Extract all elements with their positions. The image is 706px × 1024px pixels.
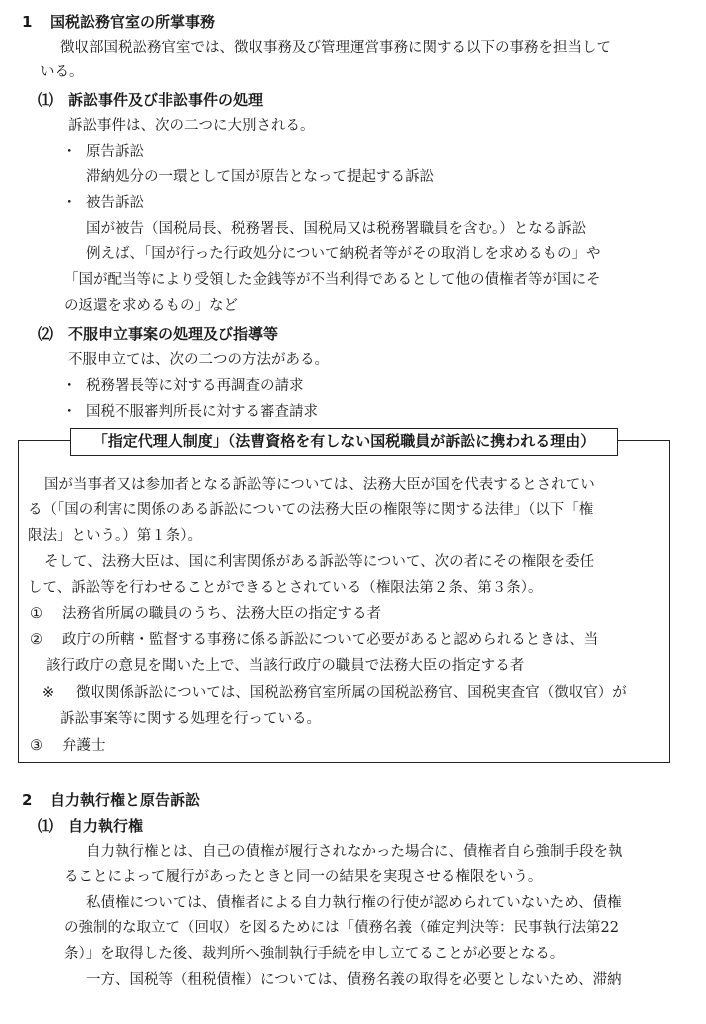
sub2-text: 不服申立ては、次の二つの方法がある。 — [68, 352, 329, 368]
sub1-number: ⑴ — [38, 91, 54, 109]
box-item3-text: 弁護士 — [62, 738, 106, 754]
section2-p3-line1: 一方、国税等（租税債権）については、債務名義の取得を必要としないため、滞納 — [86, 972, 622, 988]
section2-p2-line1: 私債権については、債権者による自力執行権の行使が認められていないため、債権 — [86, 895, 622, 911]
section2-p2-line3: 条）」を取得した後、裁判所へ強制執行手続を申し立てることが必要となる。 — [64, 946, 565, 962]
section2-p1-line1: 自力執行権とは、自己の債権が履行されなかった場合に、債権者自ら強制手段を執 — [86, 844, 623, 860]
box-title: 「指定代理人制度」（法曹資格を有しない国税職員が訴訟に携われる理由） — [70, 428, 618, 456]
sub2-bullet1: 税務署長等に対する再調査の請求 — [86, 378, 304, 394]
bullet-text-defendant-3: 「国が配当等により受領した金銭等が不当利得であるとして他の債権者等が国にそ — [64, 272, 601, 288]
box-p2-line2: して、訴訟等を行わせることができるとされている（権限法第２条、第３条）。 — [28, 580, 543, 596]
section1-title: 国税訟務官室の所掌事務 — [50, 13, 216, 31]
box-note-text-2: 訴訟事案等に関する処理を行っている。 — [60, 711, 321, 727]
box-item2-number: ② — [30, 632, 43, 648]
box-item2-text-1: 政庁の所轄・監督する事務に係る訴訟について必要があると認められるときは、当 — [62, 632, 599, 648]
bullet-mark: ・ — [62, 378, 77, 394]
box-item1-number: ① — [30, 606, 43, 622]
box-p2-line1: そして、法務大臣は、国に利害関係がある訴訟等について、次の者にその権限を委任 — [44, 554, 595, 570]
bullet-text-defendant-4: の返還を求めるもの」など — [64, 298, 238, 314]
sub2-number: ⑵ — [38, 325, 54, 343]
sub2-title: 不服申立事案の処理及び指導等 — [68, 325, 279, 343]
sub1-title: 訴訟事件及び非訟事件の処理 — [68, 91, 264, 109]
box-note-text-1: 徴収関係訴訟については、国税訟務官室所属の国税訟務官、国税実査官（徴収官）が — [76, 685, 627, 701]
section2-p2-line2: の強制的な取立て（回収）を図るためには「債務名義（確定判決等：民事執行法第22 — [64, 920, 619, 936]
box-p1-line1: 国が当事者又は参加者となる訴訟等については、法務大臣が国を代表するとされてい — [44, 477, 595, 493]
section2-number: 2 — [22, 791, 33, 809]
box-item1-text: 法務省所属の職員のうち、法務大臣の指定する者 — [62, 606, 381, 622]
bullet-text-defendant-2: 例えば、「国が行った行政処分について納税者等がその取消しを求めるもの」や — [86, 246, 601, 262]
bullet-mark: ・ — [62, 404, 77, 420]
bullet-text-plaintiff: 滞納処分の一環として国が原告となって提起する訴訟 — [86, 169, 434, 185]
section1-intro-line2: いる。 — [40, 64, 84, 80]
bullet-mark: ・ — [62, 195, 77, 211]
sub1-text: 訴訟事件は、次の二つに大別される。 — [68, 118, 315, 134]
box-p1-line3: 限法」という。）第１条）。 — [28, 528, 202, 544]
bullet-label-defendant: 被告訴訟 — [86, 195, 144, 211]
bullet-mark: ・ — [62, 144, 77, 160]
bullet-text-defendant-1: 国が被告（国税局長、税務署長、国税局又は税務署職員を含む。）となる訴訟 — [86, 221, 587, 237]
bullet-label-plaintiff: 原告訴訟 — [86, 144, 144, 160]
box-p1-line2: る（「国の利害に関係のある訴訟についての法務大臣の権限等に関する法律」（以下「権 — [28, 502, 594, 518]
section2-p1-line2: ることによって履行があったときと同一の結果を実現させる権限をいう。 — [64, 869, 543, 885]
box-item2-text-2: 該行政庁の意見を聞いた上で、当該行政庁の職員で法務大臣の指定する者 — [46, 658, 525, 674]
section2-sub1-number: ⑴ — [38, 817, 54, 835]
section1-intro-line1: 徴収部国税訟務官室では、徴収事務及び管理運営事務に関する以下の事務を担当して — [60, 40, 611, 56]
box-item3-number: ③ — [30, 738, 43, 754]
sub2-bullet2: 国税不服審判所長に対する審査請求 — [86, 404, 318, 420]
section2-sub1-title: 自力執行権 — [68, 817, 144, 835]
box-note-mark: ※ — [42, 685, 55, 701]
section1-number: 1 — [22, 13, 33, 31]
section2-title: 自力執行権と原告訴訟 — [50, 791, 201, 809]
